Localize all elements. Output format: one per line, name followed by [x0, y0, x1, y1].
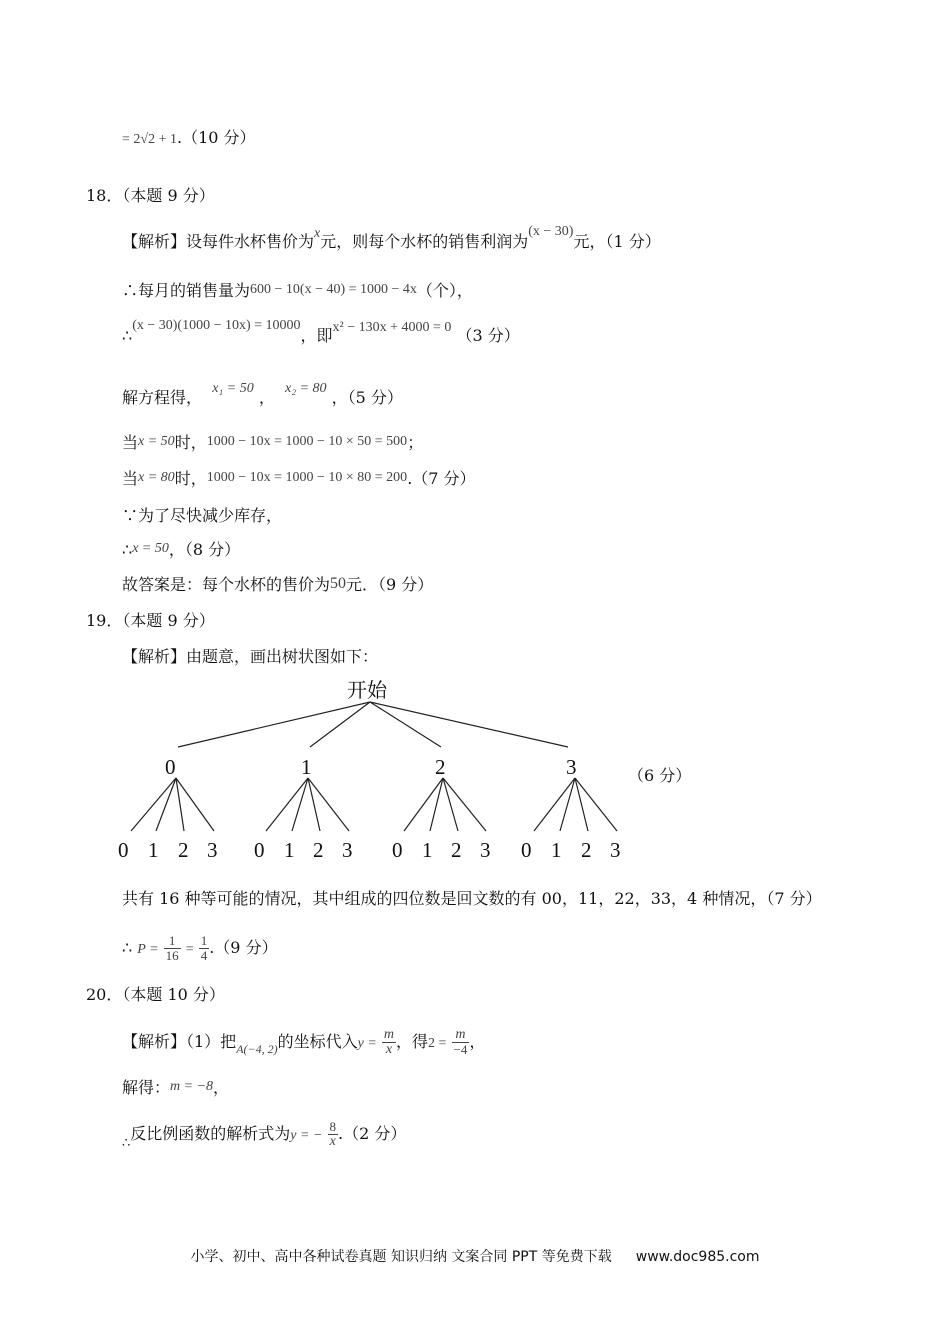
math-expression: x = 80 [138, 470, 175, 485]
score-text: 元．（9 分） [346, 575, 434, 594]
math-expression: = 2√2 + 1 [122, 132, 177, 147]
denominator: x [385, 1042, 393, 1057]
math-expression: m = −8 [170, 1079, 214, 1094]
text: （个）， [416, 281, 473, 300]
text: 元，则每个水杯的销售利润为 [320, 232, 529, 251]
tree-leaf: 0 [118, 838, 129, 862]
math-expression: 2 = [428, 1036, 447, 1051]
text: 元，（1 分） [573, 232, 661, 251]
text: ，即 [300, 326, 333, 345]
score-text: .（10 分） [176, 128, 256, 147]
tree-leaf: 3 [207, 838, 218, 862]
fraction [328, 1120, 339, 1149]
tree-level1-node: 0 [165, 755, 176, 779]
tree-leaf: 1 [148, 838, 159, 862]
tree-leaf: 1 [422, 838, 433, 862]
text: 当 [122, 469, 139, 488]
text: ∴ [122, 1136, 131, 1151]
fraction [382, 1028, 396, 1057]
math-expression: 1000 − 10x = 1000 − 10 × 50 = 500 [206, 434, 408, 449]
tree-leaf: 0 [254, 838, 265, 862]
text: ，得 [396, 1032, 429, 1051]
tree-leaf: 1 [284, 838, 295, 862]
math-expression: A(−4, 2) [236, 1042, 278, 1056]
text: 解方程得， [122, 388, 203, 407]
text: 解得： [122, 1078, 171, 1097]
math-expression: P = [137, 942, 159, 957]
tree-leaf: 2 [451, 838, 462, 862]
tree-score-text: （6 分） [628, 766, 692, 785]
q18-line-e [122, 433, 423, 455]
math-expression: x² − 130x + 4000 = 0 [332, 320, 452, 335]
math-value: 50 [330, 575, 347, 592]
math-expression: y = [357, 1036, 377, 1051]
footer-text: 小学、初中、高中各种试卷真题 知识归纳 文案合同 PPT 等免费下载 [190, 1249, 612, 1265]
question-18-title: 18．（本题 9 分） [86, 186, 215, 205]
tree-leaf: 0 [521, 838, 532, 862]
denominator: −4 [453, 1042, 468, 1057]
numerator: 1 [200, 933, 208, 948]
tree-leaf: 2 [313, 838, 324, 862]
q20-line-c [122, 1118, 406, 1152]
text: 【解析】设每件水杯售价为 [122, 232, 315, 251]
text: 反比例函数的解析式为 [130, 1124, 291, 1143]
footer-url[interactable]: www.doc985.com [635, 1249, 760, 1265]
fraction [452, 1028, 470, 1057]
text: 【解析】（1）把 [122, 1032, 237, 1051]
q20-line-a [122, 1026, 485, 1060]
math-expression: 1000 − 10x = 1000 − 10 × 80 = 200 [206, 470, 408, 485]
math-expression: x = 50 [138, 434, 175, 449]
tree-leaf: 3 [610, 838, 621, 862]
tree-leaf: 3 [480, 838, 491, 862]
math-expression: 600 − 10(x − 40) = 1000 − 4x [250, 282, 417, 297]
tree-edges [131, 702, 617, 831]
math-expression: x = 50 [132, 541, 169, 556]
q18-line-i [122, 575, 433, 596]
q18-line-g: ∵为了尽快减少库存， [122, 506, 283, 525]
math-expression: y = − [290, 1128, 323, 1143]
text: ∴每月的销售量为 [122, 281, 251, 300]
q18-line-b [122, 281, 473, 303]
q19-line-b: 共有 16 种等可能的情况，其中组成的四位数是回文数的有 00，11，22，33，4 种情况，（7 分） [122, 889, 822, 908]
math-expression: (x − 30) [528, 224, 574, 239]
text: ； [407, 433, 424, 452]
question-19-title: 19．（本题 9 分） [86, 611, 215, 630]
tree-diagram [0, 670, 950, 870]
tree-leaf: 3 [342, 838, 353, 862]
score-text: .（7 分） [407, 469, 476, 488]
score-text: .（9 分） [209, 938, 278, 957]
q18-line-a [122, 224, 661, 254]
text: ∴ [122, 540, 133, 559]
text: ， [213, 1078, 230, 1097]
math-operator: = [185, 942, 194, 957]
numerator: m [383, 1027, 395, 1042]
numerator: m [452, 1028, 470, 1043]
denominator: 4 [200, 948, 208, 963]
text: 当 [122, 433, 139, 452]
math-variable: x [314, 226, 321, 241]
text: 的坐标代入 [277, 1032, 358, 1051]
tree-level1-node: 3 [566, 755, 577, 779]
q19-line-c [122, 932, 278, 966]
tree-level1-node: 1 [301, 755, 312, 779]
numerator: 1 [164, 934, 181, 949]
q18-line-d [122, 381, 403, 410]
page-footer [0, 1246, 950, 1266]
math-expression: (x − 30)(1000 − 10x) = 10000 [132, 318, 301, 333]
text: ∴ [122, 938, 133, 957]
tree-level1-node: 2 [435, 755, 446, 779]
tree-leaf: 0 [392, 838, 403, 862]
text: ， [258, 388, 275, 407]
text: ∴ [122, 326, 133, 345]
numerator: 8 [329, 1119, 336, 1134]
fraction [199, 934, 210, 963]
score-text: ，（8 分） [168, 540, 241, 559]
denominator: x [329, 1134, 336, 1149]
denominator: 16 [165, 948, 179, 963]
q20-line-b [122, 1078, 229, 1100]
math-expression: x₂ = 80 [285, 381, 327, 396]
math-expression: x₁ = 50 [212, 381, 254, 396]
text: ， [469, 1032, 486, 1051]
tree-leaf: 2 [581, 838, 592, 862]
score-text: .（2 分） [338, 1124, 407, 1143]
q18-line-c [122, 318, 520, 348]
q19-line-a: 【解析】由题意，画出树状图如下： [122, 647, 379, 666]
continued-result-line [122, 128, 256, 150]
question-20-title: 20．（本题 10 分） [86, 985, 225, 1004]
text: 故答案是：每个水杯的售价为 [122, 575, 331, 594]
score-text: （3 分） [456, 326, 520, 345]
tree-leaf: 1 [551, 838, 562, 862]
score-text: ，（5 分） [331, 388, 403, 407]
text: 时， [174, 433, 207, 452]
q18-line-f [122, 469, 476, 491]
text: 时， [174, 469, 207, 488]
q18-line-h [122, 540, 240, 562]
tree-root-label: 开始 [347, 678, 387, 702]
tree-leaf: 2 [178, 838, 189, 862]
fraction [164, 934, 181, 963]
